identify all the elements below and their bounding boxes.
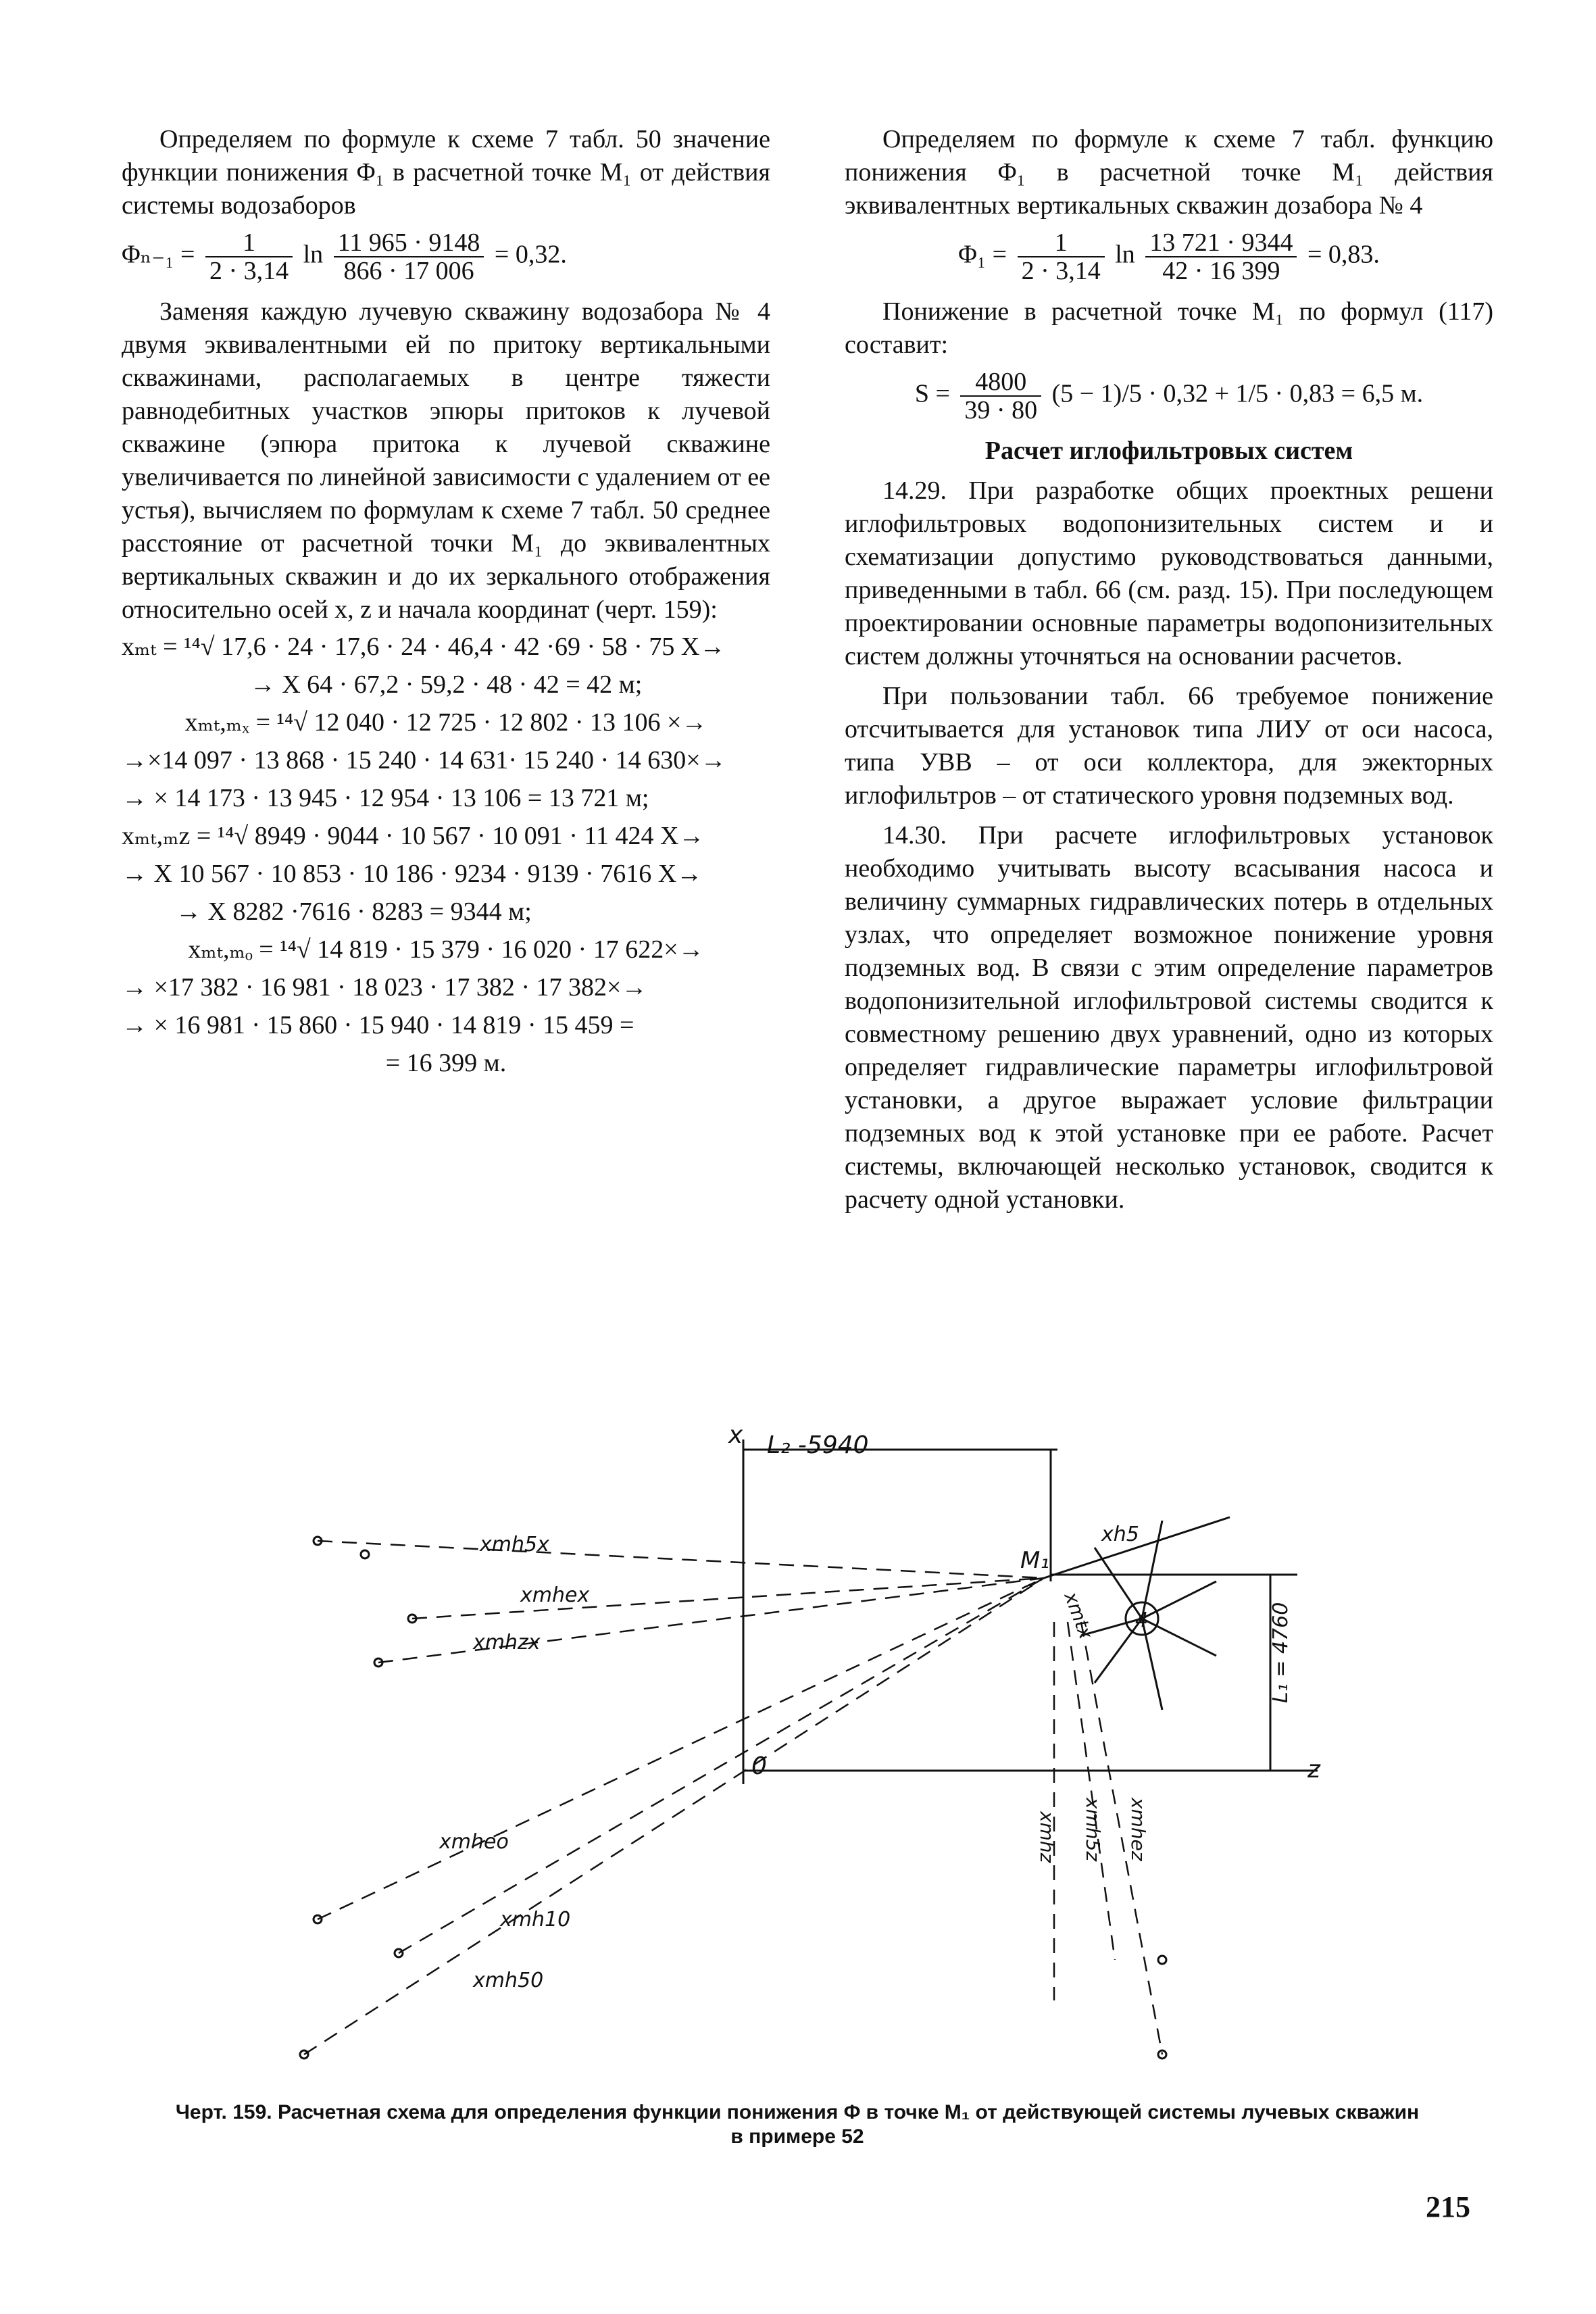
numerator: 1 [1018,229,1105,257]
point-m1-label: M₁ [1020,1547,1049,1574]
numerator: 1 [205,229,293,257]
paragraph: Определяем по формуле к схеме 7 табл. 50 значение функции понижения Φ₁ в расчетной точке M₁ от действия системы водозаборов [122,125,770,220]
dashed-line [318,1541,1044,1578]
equation-line: → × 14 173 · 13 945 · 12 954 · 13 106 = 13 721 м; [122,784,649,812]
paragraph: Понижение в расчетной точке M₁ по формул (117) составит: [845,297,1493,359]
paragraph: При пользовании табл. 66 требуемое понижение отсчитывается для установок типа ЛИУ от оси насоса, типа УВВ – от оси коллектора, для эжекторных иглофильтров – от статического уровня подземных вод. [845,682,1493,810]
page-number: 215 [1426,2190,1470,2223]
equation-line: →×14 097 · 13 868 · 15 240 · 14 631· 15 240 · 14 630×→ [122,746,726,774]
formula-result: = 0,83. [1307,240,1380,269]
dashed-line [304,1578,1044,2054]
caption-line: Черт. 159. Расчетная схема для определения функции понижения Φ в точке M₁ от действующей системы лучевых скважин [175,2101,1420,2123]
well-arm [1142,1521,1162,1619]
denominator: 2 · 3,14 [209,257,289,285]
equation-line: = 16 399 м. [385,1049,507,1077]
equation-line: xₘₜ,ₘₒ = ¹⁴√ 14 819 · 15 379 · 16 020 · 17 622×→ [188,935,704,964]
numerator: 4800 [960,368,1041,397]
axis-z-label: z [1307,1756,1320,1783]
equation-line: → X 64 · 67,2 · 59,2 · 48 · 42 = 42 м; [249,670,643,699]
numerator: 13 721 · 9344 [1145,229,1297,257]
denominator: 866 · 17 006 [343,257,474,285]
equation-line: → X 8282 ·7616 · 8283 = 9344 м; [176,897,532,926]
formula-body: (5 − 1)/5 · 0,32 + 1/5 · 0,83 [1051,379,1335,408]
paragraph: Определяем по формуле к схеме 7 табл. функцию понижения Φ₁ в расчетной точке M₁ действия эквивалентных вертикальных скважин дозабора № 4 [845,125,1493,220]
distance-label: xmtx [1059,1589,1097,1642]
ln-operator: ln [1115,240,1135,269]
paragraph: 14.29. При разработке общих проектных решени иглофильтровых водопонизительных систем и и схематизации допустимо руководствоваться данными, приведенными в табл. 66 (см. разд. 15). При последующем проектировании основные параметры водопонизительных систем должны уточняться на основании расчетов. [845,476,1493,670]
formula-lhs: S = [914,379,950,408]
well-arm [1142,1619,1216,1656]
distance-label: xmh5z [1082,1798,1104,1862]
distance-label: xmhex [520,1583,590,1607]
formula-lhs: Φₙ₋₁ = [122,240,195,269]
formula-result: = 6,5 м. [1341,379,1424,408]
dashed-line [318,1578,1044,1919]
dimension-l2-label: L₂ -5940 [767,1431,869,1459]
formula-lhs: Φ₁ = [958,240,1007,269]
formula-result: = 0,32. [494,240,567,269]
dashed-line [412,1578,1044,1619]
well-point [361,1550,369,1558]
equation-line: xₘₜ,ₘz = ¹⁴√ 8949 · 9044 · 10 567 · 10 091 · 11 424 X→ [122,822,705,850]
well-point [1158,1956,1166,1964]
equation-line: → × 16 981 · 15 860 · 15 940 · 14 819 · 15 459 = [122,1011,634,1039]
distance-label: xh5 [1101,1523,1139,1546]
dimension-l1-label: L₁ = 4760 [1269,1602,1293,1703]
caption-line: в примере 52 [730,2125,864,2148]
distance-label: xmh5x [480,1533,549,1556]
well-arm [1142,1581,1216,1619]
equation-line: xₘₜ,ₘₓ = ¹⁴√ 12 040 · 12 725 · 12 802 · 13 106 ×→ [184,708,707,737]
ln-operator: ln [303,240,324,269]
paragraph: 14.30. При расчете иглофильтровых установок необходимо учитывать высоту всасывания насоса и величину суммарных гидравлических потерь в отдельных узлах, что определяет возможное понижение уровня подземных вод. В связи с этим определение параметров водопонизительной иглофильтровой системы сводится к совместному решению двух уравнений, одно из которых определяет гидравлические параметры иглофильтровой установки, а другое выражает условие фильтрации подземных вод к этой установке при ее работе. Расчет системы, включающей несколько установок, сводится к расчету одной установки. [845,821,1493,1214]
paragraph: Заменяя каждую лучевую скважину водозабора № 4 двумя эквивалентными ей по притоку вертикальными скважинами, располагаемых в центре тяжести равнодебитных участков эпюры притоков к лучевой скважине (эпюра притока к лучевой скважине увеличивается по линейной зависимости с удалением от ее устья), вычисляем по формулам к схеме 7 табл. 50 среднее расстояние от расчетной точки M₁ до эквивалентных вертикальных скважин и до их зеркального отображения относительно осей x, z и начала координат (черт. 159): [122,297,770,624]
figure-caption [101,2100,1493,2149]
equation-line: → X 10 567 · 10 853 · 10 186 · 9234 · 9139 · 7616 X→ [122,860,703,888]
origin-label: 0 [751,1752,767,1780]
well-number-label: 4 [1135,1608,1149,1632]
distance-label: xmhez [1127,1798,1149,1861]
distance-label: xmh10 [500,1908,571,1931]
distance-label: xmheo [439,1830,509,1854]
distance-label: xmh50 [473,1969,544,1992]
distance-label: xmhzx [473,1631,541,1654]
denominator: 39 · 80 [964,396,1038,424]
denominator: 42 · 16 399 [1162,257,1280,285]
equation-line: xₘₜ = ¹⁴√ 17,6 · 24 · 17,6 · 24 · 46,4 · 42 ·69 · 58 · 75 X→ [122,633,726,661]
section-heading: Расчет иглофильтровых систем [984,437,1353,465]
distance-label: xmhz [1036,1811,1058,1863]
denominator: 2 · 3,14 [1021,257,1101,285]
equation-line: → ×17 382 · 16 981 · 18 023 · 17 382 · 17 382×→ [122,973,647,1002]
numerator: 11 965 · 9148 [334,229,484,257]
axis-x-label: x [728,1421,743,1449]
